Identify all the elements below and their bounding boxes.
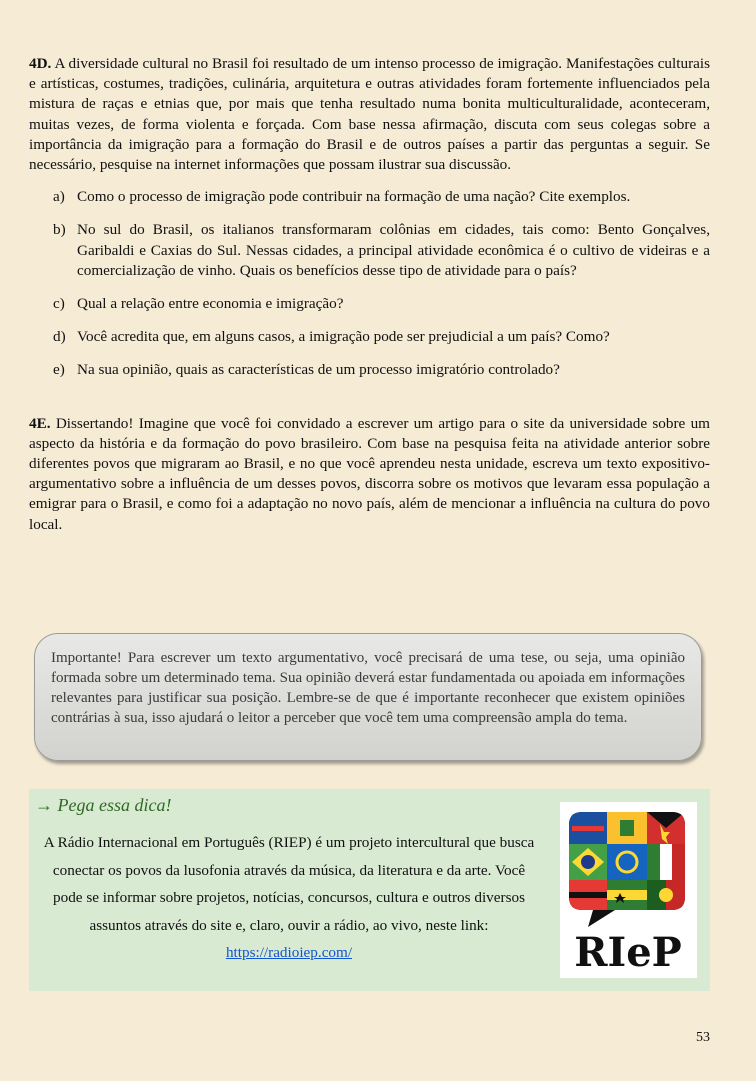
section-4e-text: Dissertando! Imagine que você foi convidado a escrever um artigo para o site da universidade sobre um aspecto da história e da formação do povo brasileiro. Com base na pesquisa feita na atividade anterior sobre diferentes povos que migraram ao Brasil, e no que você aprendeu nesta unidade, escreva um texto expositivo-argumentativo sobre a influência de um desses povos, discorra sobre os motivos que levaram essa população a emigrar para o Brasil, e como foi a adaptação no novo país, além de mencionar a influência na cultura do povo local. <box>29 414 710 533</box>
section-4e-paragraph <box>29 414 710 535</box>
question-text: Como o processo de imigração pode contribuir na formação de uma nação? Cite exemplos. <box>77 188 631 206</box>
list-item <box>29 294 710 314</box>
main-content <box>29 54 710 535</box>
section-4d-label: 4D. <box>29 55 52 72</box>
list-item <box>29 187 710 207</box>
callout-text: Importante! Para escrever um texto argumentativo, você precisará de uma tese, ou seja, uma opinião formada sobre um determinado tema. Sua opinião deverá estar fundamentada ou apoiada em informações relevantes para justificar sua posição. Lembre-se de que é importante reconhecer que existem opiniões contrárias à sua, isso ajudará o leitor a perceber que você tem uma compreensão ampla do tema. <box>51 650 685 726</box>
tip-box <box>29 789 710 991</box>
question-text: Na sua opinião, quais as características de um processo imigratório controlado? <box>77 361 560 379</box>
riep-logo <box>560 802 697 978</box>
question-letter: d) <box>53 328 66 346</box>
tip-title: → Pega essa dica! <box>35 795 172 815</box>
page-number: 53 <box>696 1030 710 1045</box>
question-letter: a) <box>53 188 65 206</box>
section-4d-text: A diversidade cultural no Brasil foi resultado de um intenso processo de imigração. Manifestações culturais e artísticas, costumes, tradições, culinária, arquitetura e outras atividades foram fortemente influenciados pela mistura de raças e etnias que, por mais que tenha resultado numa bonita multiculturalidade, aconteceram, muitas vezes, de forma violenta e forçada. Com base nessa afirmação, discuta com seus colegas sobre a importância da imigração para a formação do Brasil e de outros países a partir das perguntas a seguir. Se necessário, pesquise na internet informações que possam ilustrar sua discussão. <box>29 55 710 174</box>
question-letter: b) <box>53 221 66 239</box>
section-4d-paragraph <box>29 54 710 175</box>
question-text: Qual a relação entre economia e imigração? <box>77 295 344 313</box>
question-list <box>29 187 710 380</box>
section-4e-label: 4E. <box>29 414 51 432</box>
question-letter: e) <box>53 361 65 379</box>
list-item <box>29 220 710 281</box>
question-letter: c) <box>53 295 65 313</box>
logo-wordmark: RIeP <box>574 929 682 976</box>
list-item <box>29 327 710 347</box>
list-item <box>29 360 710 380</box>
tip-text: A Rádio Internacional em Português (RIEP) é um projeto intercultural que busca conectar os povos da lusofonia através da música, da literatura e da arte. Você pode se informar sobre projetos, notícias, concursos, cultura e outros diversos assuntos através do site e, claro, ouvir a rádio, ao vivo, neste link: <box>43 834 535 934</box>
important-callout <box>34 633 702 761</box>
question-text: Você acredita que, em alguns casos, a imigração pode ser prejudicial a um país? Como? <box>77 328 610 346</box>
riep-link[interactable]: https://radioiep.com/ <box>225 944 353 961</box>
tip-text-block <box>37 829 541 967</box>
riep-logo-graphic <box>560 802 697 978</box>
question-text: No sul do Brasil, os italianos transformaram colônias em cidades, tais como: Bento Gonçalves, Garibaldi e Caxias do Sul. Nessas cidades, a principal atividade econômica é o cultivo de videiras e a comercialização de vinho. Quais os benefícios desse tipo de atividade para o país? <box>77 221 710 279</box>
